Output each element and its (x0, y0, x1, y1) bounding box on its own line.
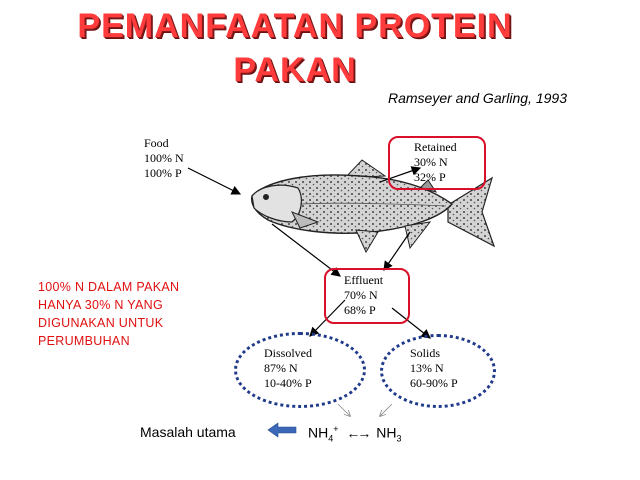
solids-label: Solids (410, 346, 441, 360)
arrow-food-to-fish (188, 168, 240, 194)
solids-p-value: 60-90% P (410, 376, 458, 390)
arrow-fish-to-effluent (384, 232, 410, 270)
title-line-2: PAKAN (233, 51, 357, 89)
equilibrium-arrow-icon: ←→ (346, 424, 369, 441)
masalah-utama-label: Masalah utama (140, 424, 236, 440)
retained-n-value: 30% N (414, 155, 448, 169)
dissolved-n-value: 87% N (264, 361, 298, 375)
fish-pelvic-fin (356, 230, 378, 252)
food-label: Food (144, 136, 169, 150)
note-line-3: DIGUNAKAN UNTUK (38, 316, 164, 330)
protein-note (38, 278, 238, 350)
nh4-label: NH (308, 424, 329, 441)
food-label-group (144, 136, 184, 181)
effluent-label-group (344, 273, 383, 318)
retained-label-group (414, 140, 457, 185)
ammonium-nh3-equilibrium (308, 424, 402, 443)
fish-anal-fin (405, 222, 430, 248)
title-line-1: PEMANFAATAN PROTEIN (77, 7, 513, 45)
note-line-2: HANYA 30% N YANG (38, 298, 163, 312)
dissolved-label-group (264, 346, 312, 391)
food-p-value: 100% P (144, 166, 182, 180)
effluent-n-value: 70% N (344, 288, 378, 302)
arrow-dissolved-to-nh4 (338, 404, 350, 416)
effluent-p-value: 68% P (344, 303, 376, 317)
solids-n-value: 13% N (410, 361, 444, 375)
note-line-1: 100% N DALAM PAKAN (38, 280, 180, 294)
nh4-subscript: 4 (328, 433, 334, 444)
retained-label: Retained (414, 140, 457, 154)
nh4-superscript: + (333, 424, 339, 434)
dissolved-label: Dissolved (264, 346, 312, 360)
citation: Ramseyer and Garling, 1993 (388, 90, 567, 106)
retained-p-value: 32% P (414, 170, 446, 184)
food-n-value: 100% N (144, 151, 184, 165)
note-line-4: PERUMBUHAN (38, 334, 130, 348)
effluent-label: Effluent (344, 273, 384, 287)
blue-left-arrow (268, 423, 296, 437)
nh3-label: NH (376, 424, 397, 441)
nh3-subscript: 3 (396, 433, 402, 444)
solids-label-group (410, 346, 458, 391)
dissolved-p-value: 10-40% P (264, 376, 312, 390)
fish-eye (263, 194, 269, 200)
arrow-solids-to-nh3 (380, 404, 392, 416)
